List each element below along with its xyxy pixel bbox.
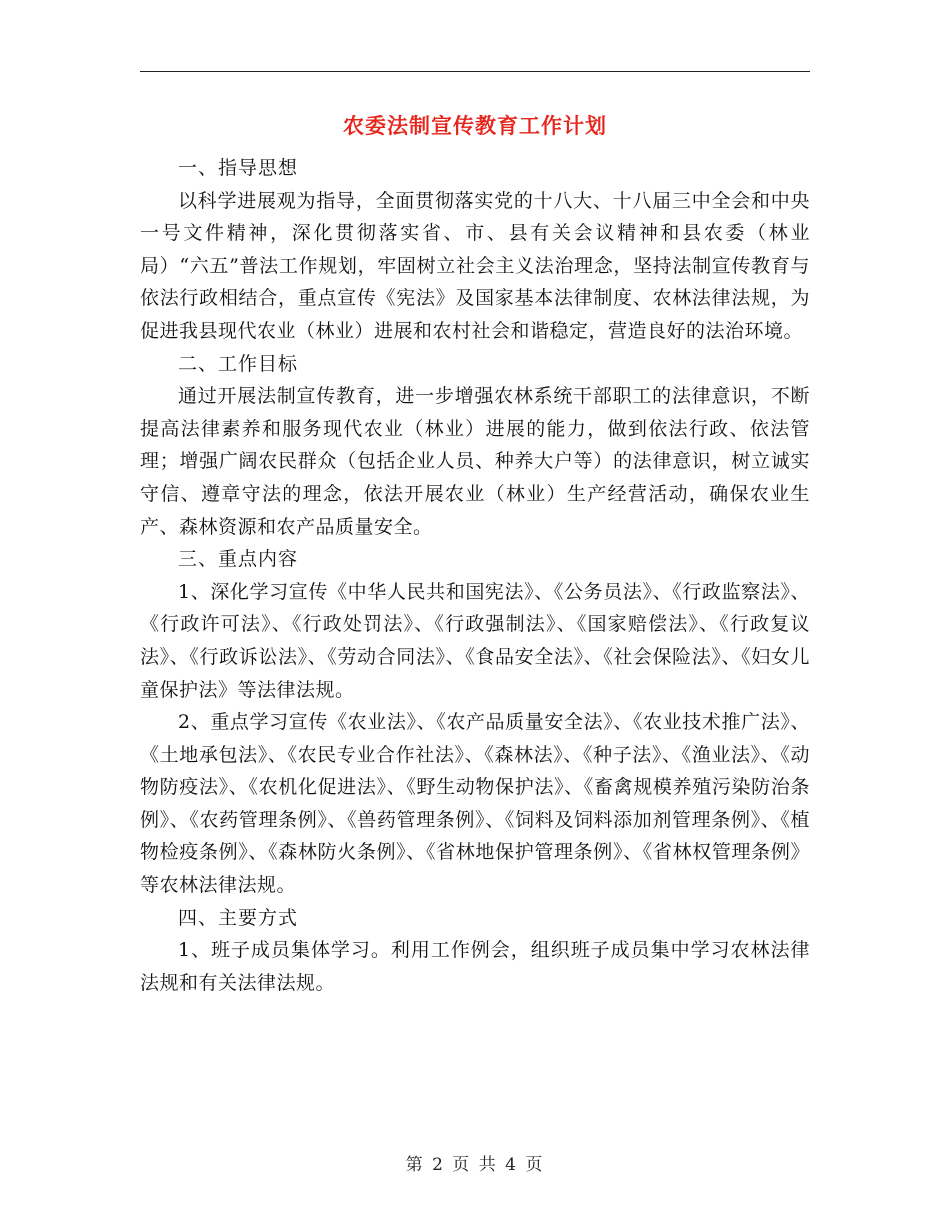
section-heading-work-goals: 二、工作目标 [178, 352, 299, 375]
paragraph-work-goals: 通过开展法制宣传教育，进一步增强农林系统干部职工的法律意识，不断提高法律素养和服务现代农业（林业）进展的能力，做到依法行政、依法管理；增强广阔农民群众（包括企业人员、种养大户等）的法律意识，树立诚实守信、遵章守法的理念，依法开展农业（林业）生产经营活动，确保农业生产、森林资源和农产品质量安全。 [140, 385, 810, 538]
section-heading-guiding-ideology: 一、指导思想 [178, 157, 299, 179]
document-body [140, 108, 810, 999]
paragraph-key-content-2: 2、重点学习宣传《农业法》、《农产品质量安全法》、《农业技术推广法》、《土地承包法》、《农民专业合作社法》、《森林法》、《种子法》、《渔业法》、《动物防疫法》、《农机化促进法》、《野生动物保护法》、《畜禽规模养殖污染防治条例》、《农药管理条例》、《兽药管理条例》、《饲料及饲料添加剂管理条例》、《植物检疫条例》、《森林防火条例》、《省林地保护管理条例》、《省林权管理条例》等农林法律法规。 [140, 711, 810, 897]
paragraph-main-methods-1: 1、班子成员集体学习。利用工作例会，组织班子成员集中学习农林法律法规和有关法律法规。 [140, 939, 810, 994]
paragraph-guiding-ideology: 以科学进展观为指导，全面贯彻落实党的十八大、十八届三中全会和中央一号文件精神，深化贯彻落实省、市、县有关会议精神和县农委（林业局）“六五”普法工作规划，牢固树立社会主义法治理念，坚持法制宣传教育与依法行政相结合，重点宣传《宪法》及国家基本法律制度、农林法律法规，为促进我县现代农业（林业）进展和农村社会和谐稳定，营造良好的法治环境。 [140, 189, 810, 342]
page-number-footer: 第 2 页 共 4 页 [405, 1155, 545, 1175]
header-rule [140, 71, 810, 72]
section-heading-key-content: 三、重点内容 [178, 548, 299, 571]
paragraph-key-content-1: 1、深化学习宣传《中华人民共和国宪法》、《公务员法》、《行政监察法》、《行政许可法》、《行政处罚法》、《行政强制法》、《国家赔偿法》、《行政复议法》、《行政诉讼法》、《劳动合同法》、《食品安全法》、《社会保险法》、《妇女儿童保护法》等法律法规。 [140, 580, 810, 701]
section-heading-main-methods: 四、主要方式 [178, 906, 299, 929]
document-title: 农委法制宣传教育工作计划 [343, 113, 607, 138]
